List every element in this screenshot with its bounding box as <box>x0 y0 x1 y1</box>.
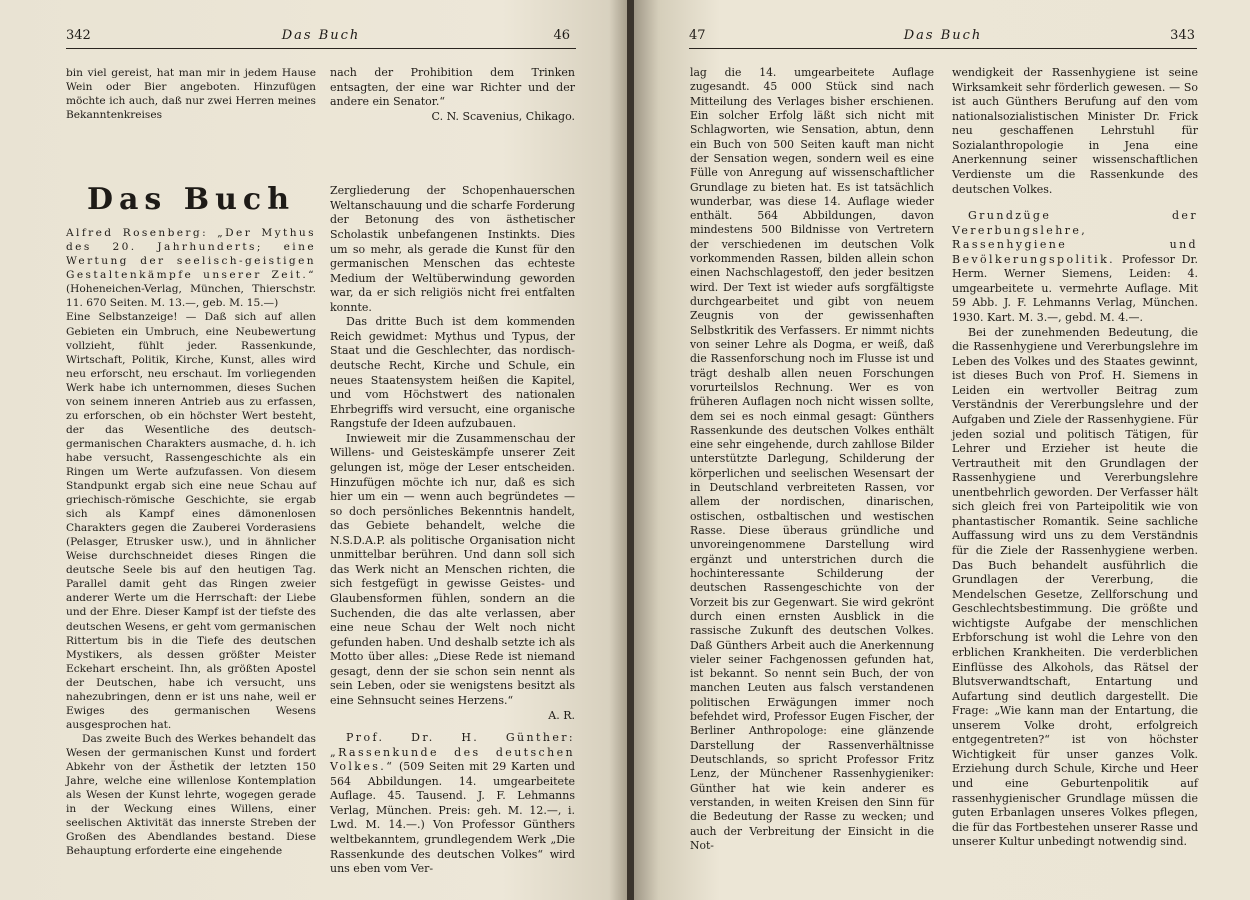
review1-publisher: (Hoheneichen-Verlag, München, Thierschstr. 11. 670 Seiten. M. 13.—, geb. M. 15.—) <box>66 283 316 310</box>
letter-signature: C. N. Scavenius, Chikago. <box>431 109 575 123</box>
review2-publisher: (509 Seiten mit 29 Karten und 564 Abbildungen. 14. umgearbeitete Auflage. 45. Tausend. J. F. Lehmanns Verlag, München. Preis: geh. M. 12.—, i. Lwd. M. 14.—.) Von Professor Günthers weltbekanntem, grundlegendem Werk „Die Rassenkunde des deutschen Volkes“ wird uns eben vom Ver- <box>330 760 575 876</box>
left-running-title: Das Buch <box>281 28 361 43</box>
review3-title: Grundzüge der Vererbungslehre, Rassenhygiene und Bevölkerungspolitik. <box>952 209 1198 266</box>
review3-body: Bei der zunehmenden Bedeutung, die die Rassenhygiene und Vererbungslehre im Leben des Volkes und des Staates gewinnt, ist dieses Buch von Prof. H. Siemens in Leiden ein wertvoller Beitrag zum Verständnis der Vererbungslehre und der Aufgaben und Ziele der Rassenhygiene. Für jeden sozial und politisch Tätigen, für Lehrer und Erzieher ist heute die Vertrautheit mit den Grundlagen der Rassenhygiene und Vererbungslehre unentbehrlich geworden. Der Verfasser hält sich gleich frei von Parteipolitik wie von phantastischer Romantik. Seine sachliche Auffassung wird uns zu dem Verständnis für die Ziele der Rassenhygiene werben. Das Buch behandelt ausführlich die Grundlagen der Vererbung, die Mendelschen Gesetze, Zellforschung und Geschlechtsbestimmung. Die größte und wichtigste Aufgabe der menschlichen Erbforschung ist wohl die Lehre von den erblichen Krankheiten. Die verderblichen Einflüsse des Alkohols, das Rätsel der Blutsverwandtschaft, Entartung und Aufartung sind deutlich dargestellt. Die Frage: „Wie kann man der Entartung, die unserem Volke droht, erfolgreich entgegentreten?“ ist von höchster Wichtigkeit für unser ganzes Volk. Erziehung durch Schule, Kirche und Heer und eine Geburtenpolitik auf rassenhygienischer Grundlage müssen die guten Erbanlagen unseres Volkes pflegen, die für das Fortbestehen unserer Rasse und unserer Kultur unbedingt notwendig sind. <box>952 325 1198 849</box>
left-running-head <box>66 26 576 49</box>
right-page-number: 47 <box>689 28 706 43</box>
review1-signature: A. R. <box>548 708 575 722</box>
right-column-1 <box>690 66 934 853</box>
right-running-title: Das Buch <box>903 28 983 43</box>
section-heading: Das Buch <box>86 182 296 218</box>
review1-title: Alfred Rosenberg: „Der Mythus des 20. Jahrhunderts; eine Wertung der seelisch-geistigen Gestaltenkämpfe unserer Zeit.“ <box>66 227 316 282</box>
right-running-head <box>689 26 1197 49</box>
review2-body-continued: wendigkeit der Rassenhygiene ist seine Wirksamkeit sehr förderlich gewesen. — So ist auch Günthers Berufung auf den vom nationalsozialistischen Minister Dr. Frick neu geschaffenen Lehrstuhl für Sozialanthropologie in Jena eine Anerkennung seiner wissenschaftlichen Verdienste um die Rassenkunde des deutschen Volkes. <box>952 66 1198 196</box>
review2-title: Prof. Dr. H. Günther: „Rassenkunde des deutschen Volkes.“ <box>330 731 575 774</box>
right-column-2 <box>952 66 1198 850</box>
review2-body: lag die 14. umgearbeitete Auflage zugesandt. 45 000 Stück sind nach Mitteilung des Verlages bisher erschienen. Ein solcher Erfolg läßt sich nicht mit Schlagworten, wie Sensation, abtun, denn ein Buch von 500 Seiten kauft man nicht der Sensation wegen, sondern weil es eine Fülle von Anregung auf wissenschaftlicher Grundlage zu bieten hat. Es ist tatsächlich wunderbar, was diese 14. Auflage wieder enthält. 564 Abbildungen, davon mindestens 500 Bildnisse von Vertretern der verschiedenen im deutschen Volk vorkommenden Rassen, bilden allein schon einen Nachschlagestoff, den jeder besitzen wird. Der Text ist wieder aufs sorgfältigste durchgearbeitet und gibt von neuem Zeugnis von der gewissenhaften Selbstkritik des Verfassers. Er nimmt nichts von seiner Lehre als Dogma, er weiß, daß die Rassenforschung noch im Flusse ist und trägt deshalb allen neuen Forschungen vorurteilslos Rechnung. Wer es von früheren Auflagen noch nicht wissen sollte, dem sei es noch einmal gesagt: Günthers Rassenkunde des deutschen Volkes enthält eine sehr eingehende, durch zahllose Bilder unterstützte Darlegung, Schilderung der körperlichen und seelischen Wesensart der in Deutschland verbreiteten Rassen, vor allem der nordischen, dinarischen, ostischen, ostbaltischen und westischen Rasse. Diese überaus gründliche und unvoreingenommene Darstellung wird ergänzt und unterstrichen durch die hochinteressante Schilderung der deutschen Rassengeschichte von der Vorzeit bis zur Gegenwart. Sie wird gekrönt durch einen ernsten Ausblick in die rassische Zukunft des deutschen Volkes. Daß Günthers Arbeit auch die Anerkennung vieler seiner Fachgenossen gefunden hat, ist bekannt. So nennt sein Buch, der von manchen Leuten aus falsch verstandenen politischen Erwägungen immer noch befehdet wird, Professor Eugen Fischer, der Berliner Anthropologe: eine glänzende Darstellung der Rassenverhältnisse Deutschlands, so spricht Professor Fritz Lenz, der Münchener Rassenhygieniker: Günther hat wie kein anderer es verstanden, in weiten Kreisen den Sinn für die Bedeutung der Rasse zu wecken; und auch der Verbreitung der Einsicht in die Not- <box>690 66 934 852</box>
left-page-number: 342 <box>66 28 91 43</box>
right-page <box>634 0 1250 900</box>
left-column-2 <box>330 66 575 877</box>
intro-text: bin viel gereist, hat man mir in jedem Hause Wein oder Bier angeboten. Hinzufügen möchte ich auch, daß nur zwei Herren meines Bekanntenkreises <box>66 67 316 122</box>
review1-body-2: Das zweite Buch des Werkes behandelt das Wesen der germanischen Kunst und fordert Abkehr von der Ästhetik der letzten 150 Jahre, welche eine willenlose Kontemplation als Wesen der Kunst lehrte, wogegen gerade in der Weckung eines Willens, einer seelischen Aktivität das innerste Streben der Großen des Abendlandes bestand. Diese Behauptung erforderte eine eingehende <box>66 732 316 858</box>
right-outer-number: 343 <box>1170 28 1195 43</box>
review1-body-4: Das dritte Buch ist dem kommenden Reich gewidmet: Mythus und Typus, der Staat und die Geschlechter, das nordisch-deutsche Recht, Kirche und Schule, ein neues Staatensystem heißen die Kapitel, und vom Höchstwert des nationalen Ehrbegriffs wird versucht, eine organische Rangstufe der Ideen aufzubauen. <box>330 315 575 431</box>
review1-body-5: Inwieweit mir die Zusammenschau der Willens- und Geisteskämpfe unserer Zeit gelungen ist, möge der Leser entscheiden. Hinzufügen möchte ich nur, daß es sich hier um ein — wenn auch begründetes — so doch persönliches Bekenntnis handelt, das Gebiete behandelt, welche die N.S.D.A.P. als politische Organisation nicht unmittelbar berühren. Und dann soll sich das Werk nicht an Menschen richten, die sich festgefügt in gewisse Geistes- und Glaubensformen fühlen, sondern an die Suchenden, die das alte verlassen, aber eine neue Schau der Welt noch nicht gefunden haben. Und deshalb setzte ich als Motto über alles: „Diese Rede ist niemand gesagt, denn der sie schon sein nennt als sein Leben, oder sie wenigstens besitzt als eine Sehnsucht seines Herzens.“ <box>330 431 575 707</box>
left-column-1 <box>66 66 316 858</box>
intro-text-continued: nach der Prohibition dem Trinken entsagten, der eine war Richter und der andere ein Senator.“ <box>330 66 575 109</box>
review1-body-1: Eine Selbstanzeige! — Daß sich auf allen Gebieten ein Umbruch, eine Neubewertung vollzieht, fühlt jeder. Rassenkunde, Wirtschaft, Politik, Kirche, Kunst, alles wird neu erforscht, neu erschaut. Im vorliegenden Werk habe ich unternommen, dieses Suchen von seinem inneren Antrieb aus zu erfassen, zu erforschen, ob ein höchster Wert besteht, der das Wesentliche des deutsch-germanischen Charakters ausmache, d. h. ich habe versucht, Rassengeschichte als ein Ringen um Werte aufzufassen. Von diesem Standpunkt ergab sich eine neue Schau auf griechisch-römische Geschichte, sie ergab sich als Kampf eines dämonenlosen Charakters gegen die Zauberei Vorderasiens (Pelasger, Etrusker usw.), und in ähnlicher Weise durchschneidet dieses Ringen die deutsche Seele bis auf den heutigen Tag. Parallel damit geht das Ringen zweier anderer Werte um die Herrschaft: der Liebe und der Ehre. Dieser Kampf ist der tiefste des deutschen Wesens, er geht vom germanischen Rittertum bis in die Tiefe des deutschen Mystikers, als dessen größter Meister Eckehart erscheint. Ihn, als größten Apostel der Deutschen, habe ich versucht, uns nahezubringen, denn er ist uns nahe, weil er Ewiges des germanischen Wesens ausgesprochen hat. <box>66 311 316 731</box>
review1-body-3: Zergliederung der Schopenhauerschen Weltanschauung und die scharfe Forderung der Betonung des von ästhetischer Scholastik unbefangenen Instinkts. Dies um so mehr, als gerade die Kunst für den germanischen Menschen das echteste Medium der Weltüberwindung geworden war, da er sich religiös nicht frei entfalten konnte. <box>330 184 575 314</box>
left-inner-number: 46 <box>553 28 570 43</box>
review3-publisher: Professor Dr. Herm. Werner Siemens, Leiden: 4. umgearbeitete u. vermehrte Auflage. Mit 59 Abb. J. F. Lehmanns Verlag, München. 1930. Kart. M. 3.—, gebd. M. 4.—. <box>952 252 1198 324</box>
